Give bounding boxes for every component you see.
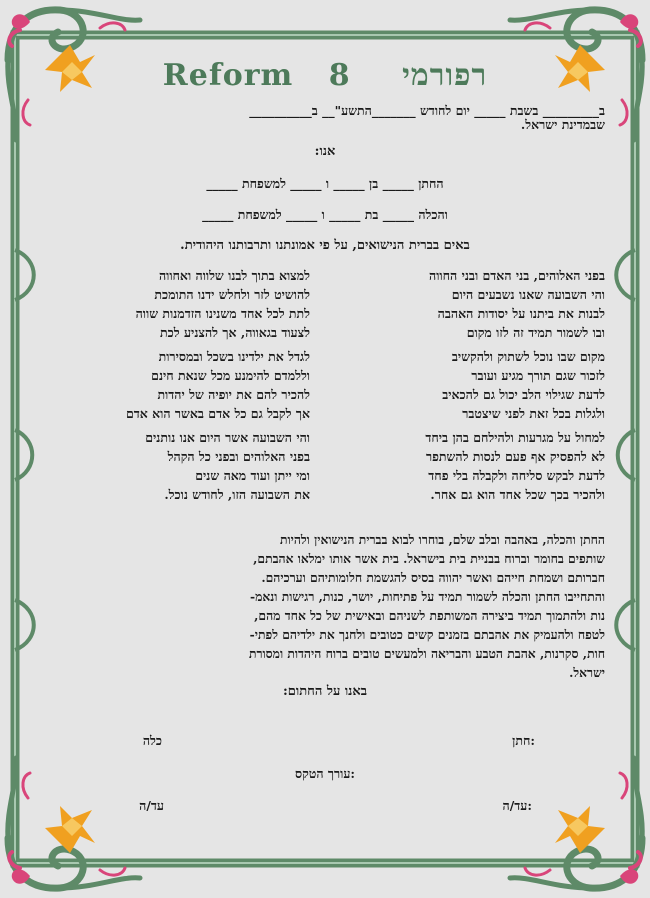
- bride-signature-label: כלה: [142, 733, 162, 748]
- vows-paragraph: [249, 530, 605, 682]
- verse-line: לדעת לבקש סליחה ולקבלה בלי פחד: [428, 468, 605, 483]
- verse-line: בפני האלוהים, בני האדם ובני החווה: [429, 268, 605, 283]
- title-hebrew: רפורמי: [402, 58, 488, 93]
- verse-line: מקום שבו נוכל לשתוק ולהקשיב: [451, 349, 605, 364]
- signatures-heading: באנו על החתום:: [283, 684, 367, 699]
- verse-line: להכיר להם את יופיה של יהדות: [157, 387, 310, 402]
- stanza-right-3: [425, 428, 605, 504]
- groom-signature-label: :חתן: [512, 733, 535, 748]
- verse-line: וללמדם להימנע מכל שנאת חינם: [151, 368, 310, 383]
- verse-line: למחול על מגרעות ולהילחם בהן ביחד: [425, 430, 605, 445]
- witness-right-label: :עד/ה: [502, 798, 532, 813]
- paragraph-line: ישראל.: [569, 665, 605, 680]
- groom-line: החתן _____ בן _____ ו _____ למשפחת _____: [206, 176, 444, 191]
- bride-line: והכלה _____ בת _____ ו _____ למשפחת _____: [202, 207, 448, 222]
- verse-line: והי השבועה אשר היום אנו נותנים: [145, 430, 310, 445]
- paragraph-line: שותפים בחומר וברוח בבניית בית בישראל. בית אשר אותו ימלאו אהבתם,: [253, 551, 605, 566]
- verse-line: לתת לכל אחד משנינו הזדמנות שווה: [135, 306, 310, 321]
- verse-line: ולהכיר בכך שכל אחד הוא גם אחר.: [430, 487, 605, 502]
- stanza-left-1: [136, 266, 310, 342]
- covenant-line: באים בברית הנישואים, על פי אמונתנו ותרבותנו היהודית.: [180, 238, 470, 253]
- we-heading: אנו:: [314, 144, 336, 159]
- verse-line: את השבועה הזו, לחודש נוכל.: [164, 487, 310, 502]
- verse-line: לזכור שגם תורך מגיע ועובר: [471, 368, 605, 383]
- paragraph-line: חברותם ושמחת חייהם ואשר יהווה בסיס להגשמת חלומותיהם וערכיהם.: [261, 570, 605, 585]
- verse-line: בפני האלוהים ובפני כל הקהל: [167, 449, 310, 464]
- stanza-left-2: [126, 347, 310, 423]
- verse-line: ומי ייתן ועוד מאה שנים: [195, 468, 310, 483]
- verse-line: אך לקבל גם כל אדם באשר הוא אדם: [125, 406, 310, 421]
- verse-line: לדעת שגילוי הלב יכול גם להכאיב: [442, 387, 605, 402]
- officiant-signature-label: :עורך הטקס: [294, 766, 356, 781]
- state-line: שבמדינת ישראל.: [520, 117, 605, 132]
- paragraph-line: והתחייבו החתן והכלה לשמור תמיד על פתיחות, יושר, כנות, רגישות ונאמ-: [249, 589, 605, 604]
- verse-line: ולגלות בכל זאת לפני שיצטבר: [462, 406, 605, 421]
- date-line: ב_________ בשבת _____ יום לחודש _______התשע"__ ב__________: [249, 103, 605, 118]
- verse-line: לצעוד בגאווה, אך להצניע לכת: [160, 325, 310, 340]
- verse-line: והי השבועה שאנו נשבעים היום: [451, 287, 605, 302]
- verse-line: להושיט לזר ולחלש ידנו התומכת: [154, 287, 310, 302]
- paragraph-line: נות ולהתמוך תמיד ביצירה המשותפת לשניהם ובאישית של כל אחד מהם,: [254, 608, 605, 623]
- verse-line: לא להפסיק אף פעם לנסות להשתפר: [425, 449, 605, 464]
- page-title: [0, 58, 650, 93]
- verse-line: ובו לשמור תמיד זה לזו מקום: [466, 325, 605, 340]
- stanza-right-1: [429, 266, 605, 342]
- paragraph-line: לטפח ולהעמיק את אהבתם בזמנים קשים כטובים ולחנך את ילדיהם לפתי-: [249, 627, 605, 642]
- verse-line: לבנות את ביתנו על יסודות האהבה: [437, 306, 605, 321]
- stanza-left-3: [145, 428, 310, 504]
- verse-line: לגדל את ילדינו בשכל ובמסירות: [158, 349, 310, 364]
- paragraph-line: החתן והכלה, באהבה ובלב שלם, בוחרו לבוא בברית הנישואין ולהיות: [279, 532, 605, 547]
- paragraph-line: חות, סקרנות, אהבת הטבע והבריאה ולמעשים טובים ברוח היהדות ומסורת: [248, 646, 605, 661]
- stanza-right-2: [442, 347, 605, 423]
- witness-left-label: עד/ה: [139, 798, 164, 813]
- title-number: 8: [328, 58, 351, 93]
- verse-line: למצוא בתוך לבנו שלווה ואחווה: [158, 268, 310, 283]
- title-latin: Reform: [162, 58, 294, 93]
